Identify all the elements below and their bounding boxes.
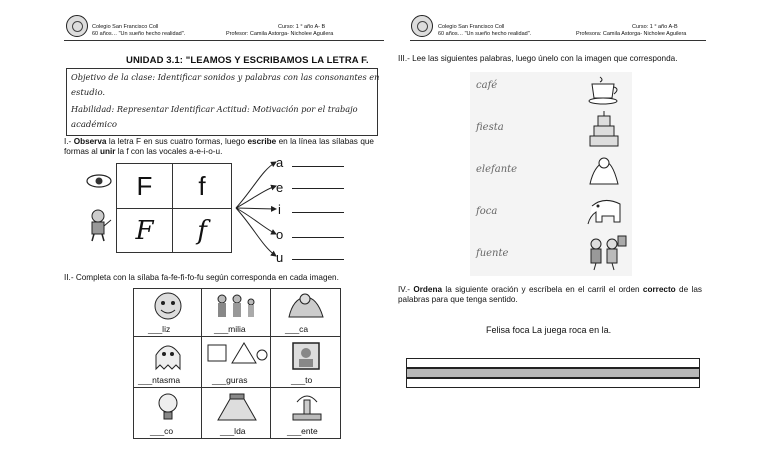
scrambled-sentence: Felisa foca La juega roca en la. bbox=[486, 325, 612, 335]
unit-title: UNIDAD 3.1: "LEAMOS Y ESCRIBAMOS LA LETRA F. bbox=[126, 55, 369, 66]
blank-label: ___co bbox=[150, 426, 174, 436]
shapes-icon bbox=[206, 341, 268, 371]
blank-label: ___ca bbox=[285, 324, 309, 334]
school-seal-icon bbox=[411, 15, 433, 37]
match-word[interactable]: fuente bbox=[476, 248, 509, 259]
picture-cell bbox=[201, 387, 271, 439]
blank-label: ___lda bbox=[220, 426, 246, 436]
answer-line[interactable] bbox=[292, 237, 344, 238]
seal-icon bbox=[283, 291, 329, 321]
vowel-u: u bbox=[276, 250, 284, 265]
objectives-box bbox=[66, 68, 378, 136]
picture-cell bbox=[270, 288, 341, 337]
school-motto: 60 años… "Un sueño hecho realidad". bbox=[92, 31, 186, 37]
answer-line[interactable] bbox=[292, 259, 344, 260]
objective-line: estudio. bbox=[71, 88, 106, 98]
answer-line[interactable] bbox=[292, 166, 344, 167]
writing-lane[interactable] bbox=[406, 368, 700, 378]
skirt-icon bbox=[216, 392, 258, 422]
blank-label: ___milia bbox=[214, 324, 246, 334]
elephant-icon[interactable] bbox=[584, 194, 628, 228]
print-uppercase-f: F bbox=[116, 163, 173, 209]
coffee-cup-icon[interactable] bbox=[586, 74, 622, 106]
match-word[interactable]: elefante bbox=[476, 164, 518, 175]
blank-label: ___to bbox=[291, 375, 313, 385]
photo-icon bbox=[291, 341, 321, 371]
vowel-arrows bbox=[234, 158, 280, 260]
school-motto: 60 años… "Un sueño hecho realidad". bbox=[438, 31, 532, 37]
match-word[interactable]: foca bbox=[476, 206, 498, 217]
party-icon[interactable] bbox=[584, 232, 628, 272]
picture-cell bbox=[201, 336, 271, 388]
header-rule bbox=[64, 40, 384, 41]
course-label: Curso: 1 ° año A-B bbox=[632, 24, 678, 30]
family-icon bbox=[212, 291, 262, 321]
teachers-label: Profesor: Camila Astorga- Nicholee Aguilera bbox=[226, 31, 334, 37]
school-name: Colegio San Francisco Coll bbox=[438, 24, 505, 30]
lightbulb-icon bbox=[156, 392, 180, 422]
vowel-e: e bbox=[276, 180, 284, 195]
print-lowercase-f: f bbox=[172, 163, 232, 209]
child-writing-icon bbox=[86, 208, 112, 242]
picture-cell bbox=[133, 336, 202, 388]
vowel-o: o bbox=[276, 227, 284, 242]
course-label: Curso: 1 ° año A- B bbox=[278, 24, 326, 30]
school-seal-icon bbox=[66, 15, 88, 37]
happy-face-icon bbox=[148, 291, 188, 321]
writing-lane[interactable] bbox=[406, 378, 700, 388]
section-2-instruction: II.- Completa con la sílaba fa-fe-fi-fo-fu según corresponda en cada imagen. bbox=[64, 273, 339, 282]
picture-cell bbox=[133, 288, 202, 337]
blank-label: ___ntasma bbox=[138, 375, 181, 385]
vowel-a: a bbox=[276, 155, 284, 170]
writing-lane[interactable] bbox=[406, 358, 700, 368]
blank-label: ___guras bbox=[212, 375, 248, 385]
skill-line: Habilidad: Representar Identificar Actitud: Motivación por el trabajo bbox=[71, 104, 358, 114]
blank-label: ___ente bbox=[287, 426, 318, 436]
picture-cell bbox=[270, 336, 341, 388]
section-3-instruction: III.- Lee las siguientes palabras, luego únelo con la imagen que corresponda. bbox=[398, 54, 678, 63]
seal-icon[interactable] bbox=[586, 154, 622, 188]
picture-cell bbox=[270, 387, 341, 439]
eye-icon bbox=[86, 174, 112, 188]
cursive-lowercase-f: f bbox=[172, 208, 232, 253]
teachers-label: Profesora: Camila Astorga- Nicholee Aguilera bbox=[576, 31, 687, 37]
blank-label: ___liz bbox=[148, 324, 171, 334]
cake-icon[interactable] bbox=[586, 110, 622, 150]
answer-line[interactable] bbox=[292, 212, 344, 213]
cursive-uppercase-f: F bbox=[116, 208, 173, 253]
match-word[interactable]: fiesta bbox=[476, 122, 504, 133]
objective-line: Objetivo de la clase: Identificar sonidos y palabras con las consonantes en bbox=[71, 72, 380, 82]
school-name: Colegio San Francisco Coll bbox=[92, 24, 159, 30]
section-4-instruction: IV.- Ordena la siguiente oración y escríbela en el carril el orden correcto de las palabras para que tenga sentido. bbox=[398, 285, 702, 304]
picture-cell bbox=[133, 387, 202, 439]
match-word[interactable]: café bbox=[476, 80, 498, 91]
ghost-icon bbox=[150, 341, 186, 371]
skill-line: académico bbox=[71, 120, 118, 130]
picture-cell bbox=[201, 288, 271, 337]
header-rule bbox=[410, 40, 706, 41]
section-1-instruction: I.- Observa la letra F en sus cuatro formas, luego escribe en la línea las sílabas que formas al unir la f con las vocales a-e-i-o-u. bbox=[64, 137, 374, 156]
fountain-icon bbox=[289, 392, 325, 422]
vowel-i: i bbox=[278, 202, 281, 217]
answer-line[interactable] bbox=[292, 188, 344, 189]
